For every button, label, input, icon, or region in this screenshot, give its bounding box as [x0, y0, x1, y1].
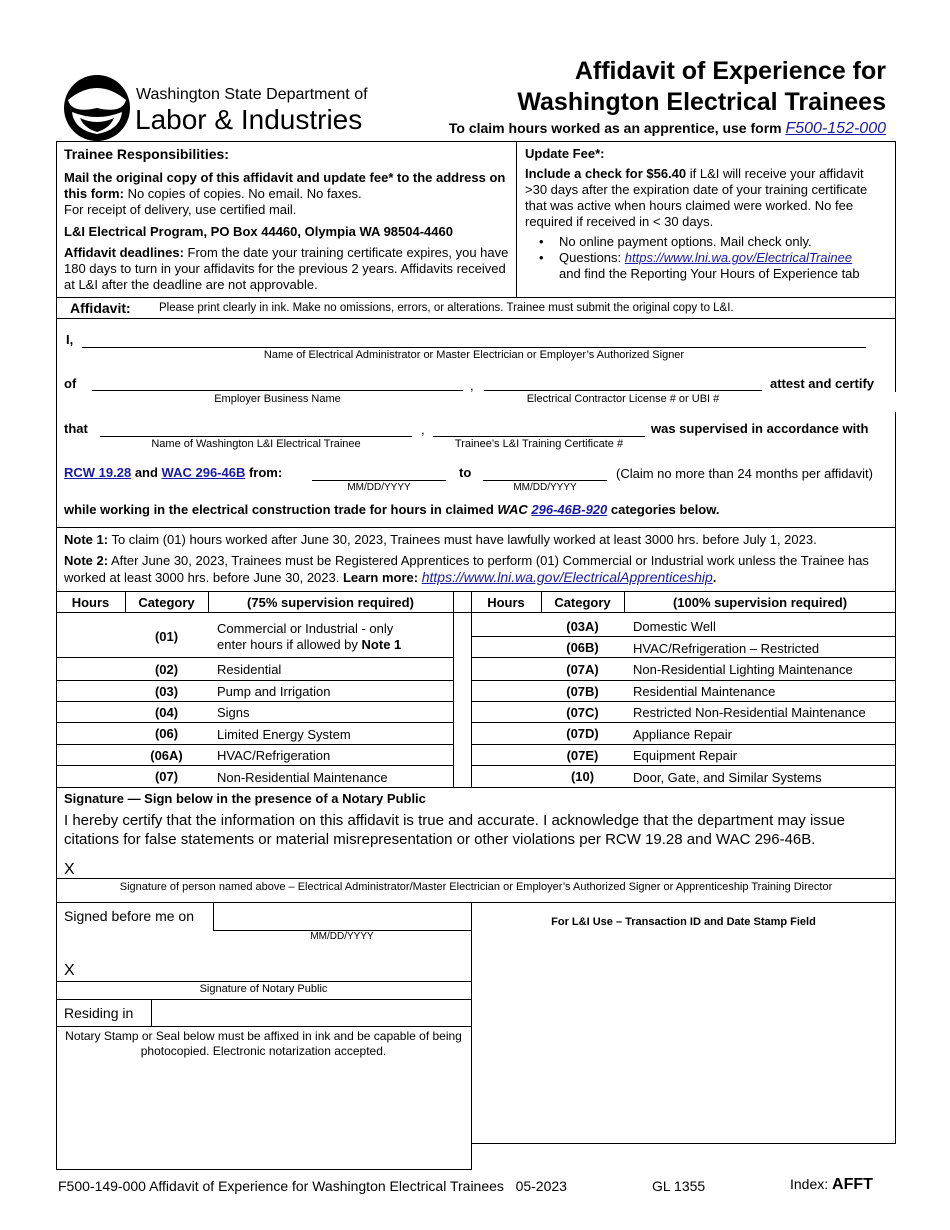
category-code: (04): [154, 705, 179, 720]
category-desc: Limited Energy System: [217, 727, 351, 742]
top-border: [56, 141, 896, 142]
note1-label: Note 1:: [64, 532, 109, 547]
table-bottom-line: [56, 787, 896, 788]
category-code: (06B): [566, 640, 599, 655]
agency-logo: [62, 74, 132, 142]
and-text: and: [131, 465, 162, 480]
notary-bottom-line: [56, 1169, 472, 1170]
wac-italic: WAC: [497, 502, 532, 517]
from-text: from:: [245, 465, 283, 480]
from-date-field[interactable]: [312, 480, 446, 481]
category-code: (10): [570, 769, 595, 784]
note1-ref: Note 1: [361, 637, 402, 652]
affidavit-label: Affidavit:: [70, 300, 131, 316]
trainee-responsibilities: [64, 146, 512, 293]
table-gap-left: [453, 591, 454, 787]
category-desc: Non-Residential Maintenance: [217, 770, 388, 785]
update-fee: [525, 146, 889, 282]
category-code: (07A): [566, 662, 599, 677]
questions-suffix: and find the Reporting Your Hours of Experience tab: [559, 266, 860, 281]
fee-check-bold: Include a check for $56.40: [525, 166, 687, 181]
table-gap-right: [471, 591, 472, 787]
affidavit-bar-line: [56, 318, 896, 319]
table-header-line: [56, 612, 896, 613]
li-use-label: For L&I Use – Transaction ID and Date Stamp Field: [551, 916, 816, 928]
training-certificate-field[interactable]: [433, 436, 645, 437]
rcw-link[interactable]: RCW 19.28: [64, 465, 132, 480]
signature-caption: Signature of person named above – Electrical Administrator/Master Electrician or Employer’s Authorized Signer or Apprenticeship Training Director: [119, 881, 833, 893]
li-use-bottom-line: [471, 1143, 896, 1144]
notary-x: X: [64, 962, 75, 979]
left-row-line: [56, 680, 453, 681]
questions-prefix: Questions:: [559, 250, 625, 265]
license-number-field[interactable]: [484, 390, 762, 391]
trainee-comma: ,: [421, 422, 425, 437]
category-code: (07): [154, 769, 179, 784]
trainee-heading: Trainee Responsibilities:: [64, 146, 229, 162]
category-code: (07D): [566, 726, 599, 741]
notary-signature-field[interactable]: [56, 981, 471, 982]
signature-field[interactable]: [56, 878, 896, 879]
apprenticeship-link[interactable]: https://www.lni.wa.gov/ElectricalApprenticeship: [421, 569, 713, 585]
trainee-name-field[interactable]: [100, 436, 412, 437]
category-desc: Appliance Repair: [633, 727, 733, 742]
to-date-field[interactable]: [483, 480, 607, 481]
learn-more-label: Learn more:: [342, 570, 419, 585]
category-code: (07E): [566, 748, 599, 763]
trainee-name-caption: Name of Washington L&I Electrical Trainee: [151, 438, 361, 450]
claim-limit-note: (Claim no more than 24 months per affidavit): [616, 466, 873, 481]
category-desc: Domestic Well: [633, 619, 716, 634]
residing-cell-border: [151, 999, 152, 1026]
employer-business-caption: Employer Business Name: [214, 393, 341, 405]
table-top-line: [56, 591, 896, 592]
category-code: (03): [154, 684, 179, 699]
employer-business-field[interactable]: [92, 390, 463, 391]
notary-stamp-note: Notary Stamp or Seal below must be affixed in ink and be capable of being photocopied. Electronic notarization accepted.: [65, 1029, 462, 1058]
while-working-line: [64, 502, 720, 517]
claim-note-text: To claim hours worked as an apprentice, use form: [448, 120, 782, 136]
signature-x: X: [64, 861, 75, 878]
footer-form-title: F500-149-000 Affidavit of Experience for Washington Electrical Trainees 05-2023: [58, 1178, 567, 1194]
agency-name-line1: Washington State Department of: [136, 86, 368, 103]
to-date-caption: MM/DD/YYYY: [513, 482, 577, 493]
left-row-line: [56, 722, 453, 723]
right-row-line: [471, 744, 896, 745]
note1-text: To claim (01) hours worked after June 30, 2023, Trainees must have lawfully worked at least 3000 hrs. before July 1, 2023.: [108, 532, 817, 547]
fee-bullets: [525, 234, 889, 282]
category-desc: Door, Gate, and Similar Systems: [633, 770, 822, 785]
category-code: (02): [154, 662, 179, 677]
category-desc: [217, 621, 401, 653]
of-label: of: [64, 376, 77, 391]
category-desc: Equipment Repair: [633, 748, 738, 763]
deadline-bold: Affidavit deadlines:: [64, 245, 184, 260]
category-desc: Non-Residential Lighting Maintenance: [633, 662, 853, 677]
license-number-caption: Electrical Contractor License # or UBI #: [526, 393, 720, 405]
right-hours-header: Hours: [487, 595, 525, 610]
signed-before-label: Signed before me on: [64, 908, 194, 924]
note2-label: Note 2:: [64, 553, 109, 568]
deadline-text: [64, 245, 512, 293]
from-date-caption: MM/DD/YYYY: [347, 482, 411, 493]
training-certificate-caption: Trainee’s L&I Training Certificate #: [454, 438, 624, 450]
left-row-line: [56, 657, 453, 658]
mail-rest: No copies of copies. No email. No faxes.: [123, 186, 362, 201]
footer-gl: GL 1355: [652, 1178, 706, 1194]
category-code: (06): [154, 726, 179, 741]
mail-instructions: [64, 170, 512, 202]
affidavit-instructions: Please print clearly in ink. Make no omissions, errors, or alterations. Trainee must submit the original copy to L&I.: [159, 302, 734, 314]
mail-bold: Mail the original copy of this affidavit and update fee* to the address on this form:: [64, 170, 506, 201]
left-hours-header: Hours: [71, 595, 110, 610]
left-row-line: [56, 744, 453, 745]
left-row-line: [56, 701, 453, 702]
categories-below: categories below.: [607, 502, 720, 517]
note-1: [64, 532, 892, 548]
signature-heading: Signature — Sign below in the presence of a Notary Public: [64, 791, 426, 806]
footer-index: [790, 1176, 873, 1194]
right-row-line: [471, 722, 896, 723]
info-divider: [516, 141, 517, 297]
right-row-line: [471, 636, 896, 637]
category-code: (03A): [566, 619, 599, 634]
li-logo-icon: [62, 74, 132, 142]
category-desc: HVAC/Refrigeration: [217, 748, 331, 763]
fee-heading: Update Fee*:: [525, 146, 605, 161]
signature-bottom-line: [56, 902, 896, 903]
right-row-line: [471, 765, 896, 766]
category-desc-line2: [217, 637, 401, 653]
administrator-name-field[interactable]: [82, 347, 866, 348]
fee-bullet-payment: • No online payment options. Mail check only.: [525, 234, 889, 250]
category-code: (01): [154, 629, 179, 644]
while-text: while working in the electrical construction trade for hours in claimed: [64, 502, 498, 517]
that-label: that: [64, 421, 88, 436]
notary-divider: [471, 902, 472, 1170]
category-code: (07B): [566, 684, 599, 699]
apprentice-form-link[interactable]: F500-152-000: [785, 120, 886, 137]
notary-signature-caption: Signature of Notary Public: [199, 983, 328, 995]
category-desc: HVAC/Refrigeration – Restricted: [633, 641, 820, 656]
fee-text: [525, 166, 889, 230]
fee-bullet-questions: [525, 250, 889, 282]
border-gap: [895, 392, 896, 412]
right-desc-header: (100% supervision required): [672, 595, 848, 610]
deadline-rest: From the date your training certificate expires, you have 180 days to turn in your affidavits for the previous 2 years. Affidavits received at L&I after the deadline are not approvable.: [64, 245, 509, 292]
form-title-line2: Washington Electrical Trainees: [517, 88, 886, 116]
right-category-header: Category: [554, 595, 611, 610]
desc2-pre: enter hours if allowed by: [217, 637, 362, 652]
residing-top-line: [56, 999, 471, 1000]
category-desc: Signs: [217, 705, 250, 720]
employer-comma: ,: [470, 378, 474, 393]
residing-label: Residing in: [64, 1005, 134, 1021]
category-code: (07C): [566, 705, 599, 720]
notes: [64, 532, 892, 586]
agency-name-line2: Labor & Industries: [135, 104, 363, 135]
index-value: AFFT: [832, 1176, 873, 1193]
affidavit-top-line: [56, 297, 896, 298]
note2-period: .: [712, 570, 717, 585]
certified-mail-note: For receipt of delivery, use certified mail.: [64, 202, 297, 217]
notary-date-caption: MM/DD/YYYY: [310, 931, 374, 942]
right-border: [895, 141, 896, 1143]
fee-check-rest: if L&I will receive your affidavit >30 days after the expiration date of your training certificate that was active when hours claimed were worked. No fee required if received in < 30 days.: [525, 166, 868, 229]
left-desc-header: (75% supervision required): [247, 595, 414, 610]
wac-link[interactable]: WAC 296-46B: [161, 465, 246, 480]
right-row-line: [471, 701, 896, 702]
right-row-line: [471, 657, 896, 658]
date-cell-border: [213, 902, 214, 930]
right-row-line: [471, 680, 896, 681]
category-desc-line1: Commercial or Industrial - only: [217, 621, 394, 636]
residing-field[interactable]: [56, 1026, 471, 1027]
note2-text: After June 30, 2023, Trainees must be Registered Apprentices to perform (01) Commercial or Industrial work unless the Trainee has worked at least 3000 hrs. before June 30, 2023.: [64, 553, 869, 585]
category-desc: Pump and Irrigation: [217, 684, 331, 699]
administrator-name-caption: Name of Electrical Administrator or Master Electrician or Employer’s Authorized Signer: [263, 349, 685, 361]
apprentice-form-note: [449, 120, 886, 138]
attest-certify: attest and certify: [770, 376, 875, 391]
category-code: (06A): [150, 748, 183, 763]
trainee-info-link[interactable]: https://www.lni.wa.gov/ElectricalTrainee: [624, 250, 853, 265]
rcw-wac-line: [64, 465, 282, 480]
certification-text: I hereby certify that the information on this affidavit is true and accurate. I acknowledge that the department may issue citations for false statements or material misrepresentation or other violations per RCW 19.28 and WAC 296-46B.: [64, 812, 845, 848]
category-desc: Residential Maintenance: [633, 684, 776, 699]
category-desc: Residential: [217, 662, 282, 677]
left-row-line: [56, 765, 453, 766]
index-label: Index:: [790, 1176, 833, 1192]
left-category-header: Category: [138, 595, 195, 610]
to-label: to: [459, 465, 472, 480]
mailing-address: L&I Electrical Program, PO Box 44460, Olympia WA 98504-4460: [64, 224, 453, 239]
form-title-line1: Affidavit of Experience for: [574, 57, 886, 85]
supervised-text: was supervised in accordance with: [651, 421, 869, 436]
left-border: [56, 141, 57, 1170]
notes-top-line: [56, 527, 896, 528]
note-2: [64, 553, 892, 586]
wac-920-link[interactable]: 296-46B-920: [531, 502, 608, 517]
category-desc: Restricted Non-Residential Maintenance: [633, 705, 866, 720]
i-label: I,: [66, 332, 74, 347]
